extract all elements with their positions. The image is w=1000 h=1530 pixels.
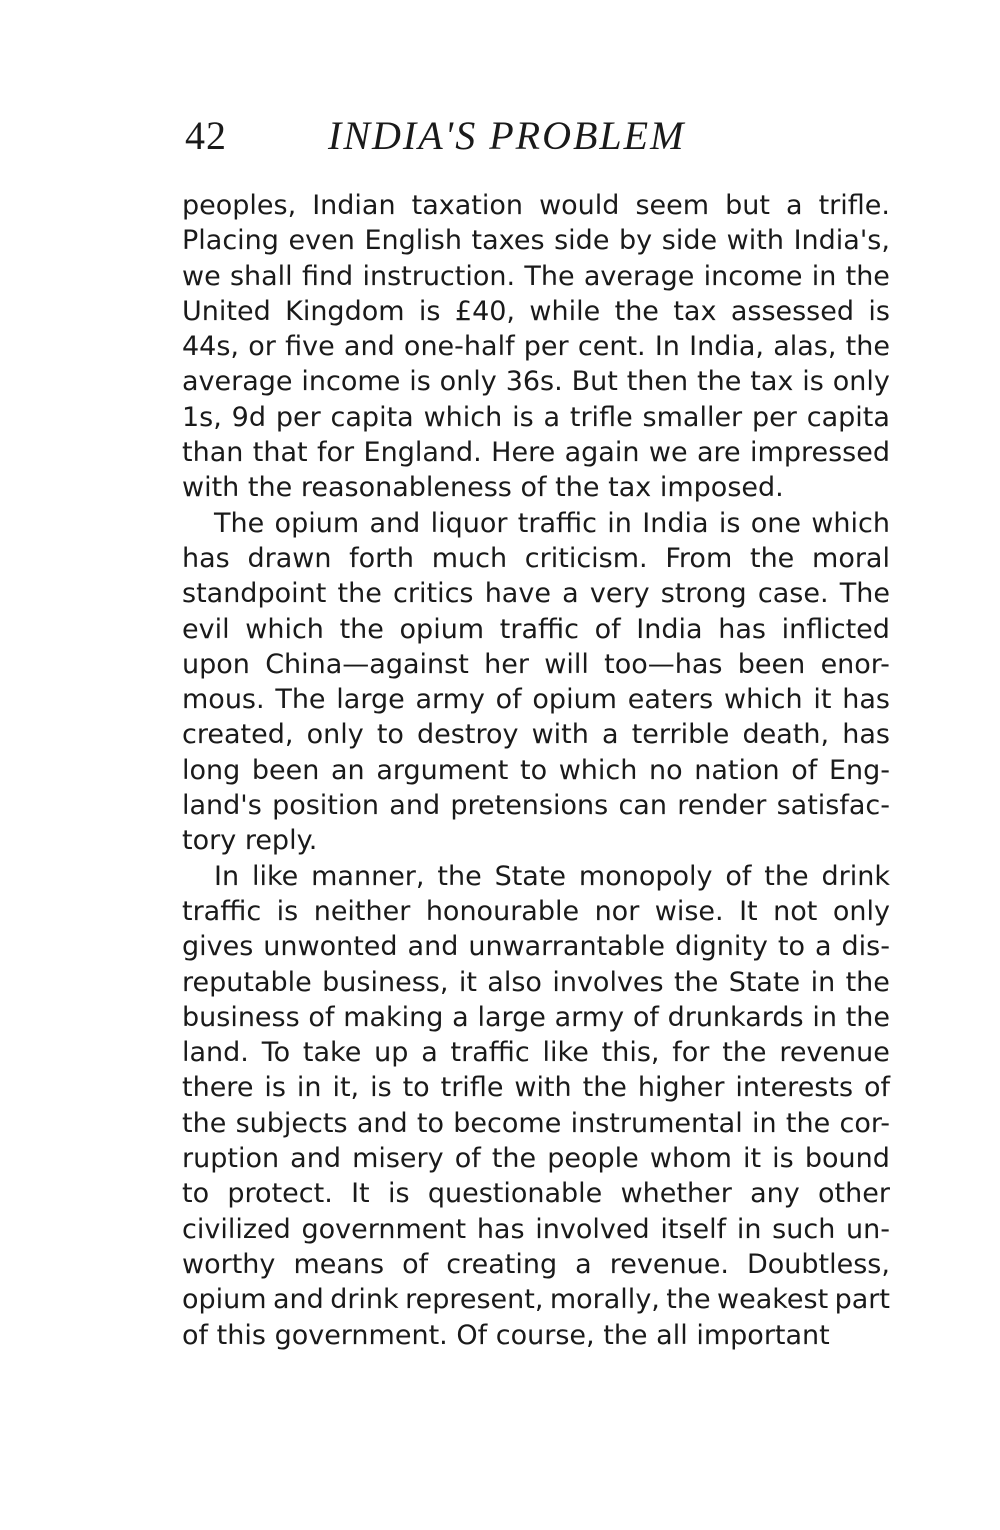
text-line: Placing even English taxes side by side with India's,: [182, 225, 890, 257]
text-line: traffic is neither honourable nor wise. It not only: [182, 895, 890, 927]
text-line: than that for England. Here again we are impressed: [182, 437, 890, 469]
body-text: [182, 188, 890, 1353]
text-line: the subjects and to become instrumental in the cor-: [182, 1107, 890, 1139]
text-line: average income is only 36s. But then the tax is only: [182, 366, 890, 398]
text-line: of this government. Of course, the all important: [182, 1319, 830, 1351]
text-line: land. To take up a traffic like this, for the revenue: [182, 1037, 890, 1069]
paragraph: [182, 859, 890, 1353]
text-line: mous. The large army of opium eaters which it has: [182, 684, 890, 716]
text-line: opium and drink represent, morally, the weakest part: [182, 1284, 890, 1316]
text-line: United Kingdom is £40, while the tax assessed is: [182, 295, 890, 327]
text-line: tory reply.: [182, 825, 318, 857]
text-line: standpoint the critics have a very strong case. The: [182, 578, 890, 610]
text-line: reputable business, it also involves the State in the: [182, 966, 890, 998]
text-line: gives unwonted and unwarrantable dignity to a dis-: [182, 931, 890, 963]
text-line: there is in it, is to trifle with the higher interests of: [182, 1072, 890, 1104]
text-line: 1s, 9d per capita which is a trifle smaller per capita: [182, 401, 890, 433]
text-line: created, only to destroy with a terrible death, has: [182, 719, 890, 751]
page-header: [185, 112, 895, 162]
text-line: we shall find instruction. The average income in the: [182, 260, 890, 292]
text-line: business of making a large army of drunkards in the: [182, 1001, 890, 1033]
running-title: INDIA'S PROBLEM: [328, 113, 686, 158]
paragraph: [182, 188, 890, 506]
text-line: upon China—against her will too—has been enor-: [182, 648, 890, 680]
text-line: worthy means of creating a revenue. Doubtless,: [182, 1248, 890, 1280]
page-number: 42: [185, 113, 227, 158]
text-line: has drawn forth much criticism. From the moral: [182, 542, 890, 574]
text-line: land's position and pretensions can render satisfac-: [182, 790, 890, 822]
text-line: The opium and liquor traffic in India is one which: [214, 507, 890, 539]
text-line: In like manner, the State monopoly of the drink: [214, 860, 890, 892]
text-line: 44s, or five and one-half per cent. In India, alas, the: [182, 331, 890, 363]
text-line: evil which the opium traffic of India has inflicted: [182, 613, 890, 645]
paragraph: [182, 506, 890, 859]
text-line: ruption and misery of the people whom it is bound: [182, 1143, 890, 1175]
text-line: long been an argument to which no nation of Eng-: [182, 754, 890, 786]
text-line: to protect. It is questionable whether any other: [182, 1178, 890, 1210]
text-line: peoples, Indian taxation would seem but a trifle.: [182, 190, 890, 221]
text-line: civilized government has involved itself in such un-: [182, 1213, 890, 1245]
text-line: with the reasonableness of the tax imposed.: [182, 472, 784, 504]
